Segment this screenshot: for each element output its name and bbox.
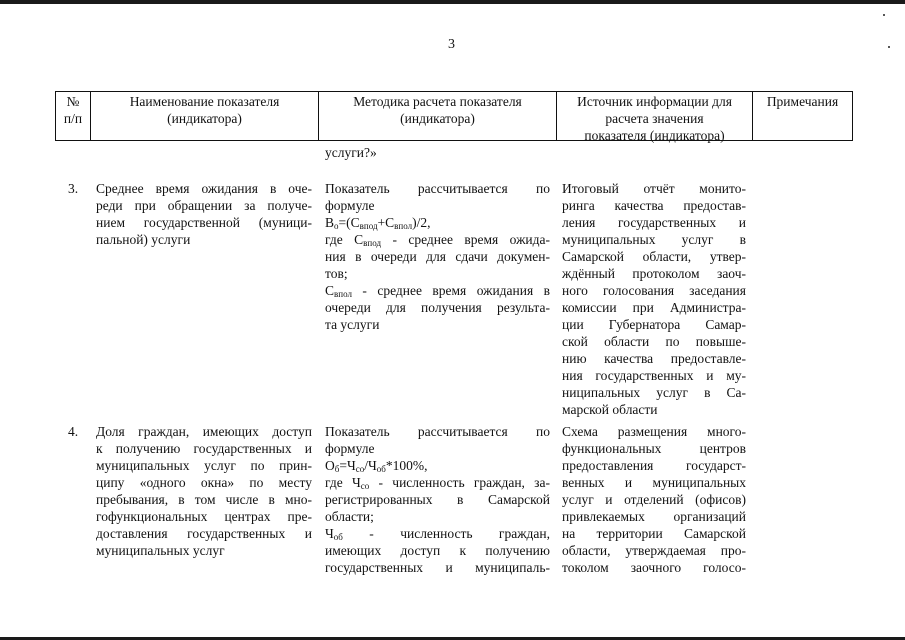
text-line: ния в очереди для сдачи докумен- (325, 249, 550, 264)
text-line: ждённый протоколом заоч- (562, 266, 746, 281)
text-line: ципу «одного окна» по месту (96, 475, 312, 490)
text-line: Показатель рассчитывается по (325, 181, 550, 196)
text-part: Ч (325, 526, 334, 541)
header-source (556, 91, 752, 141)
text-line: ринга качества предостав- (562, 198, 746, 213)
text-line: на территории Самарской (562, 526, 746, 541)
text-line: венных и муниципальных (562, 475, 746, 490)
header-name-line: Наименование показателя (129, 94, 280, 109)
header-source-line: расчета значения (605, 111, 704, 126)
formula-part: =(С (338, 215, 360, 230)
text-line: ния государственных и му- (562, 368, 746, 383)
scan-speck (883, 14, 885, 16)
text-line: Показатель рассчитывается по (325, 424, 550, 439)
formula-part: /Ч (364, 458, 377, 473)
text-line: муниципальных услуг в (562, 232, 746, 247)
scan-border-top (0, 0, 905, 4)
header-method-line: (индикатора) (400, 111, 475, 126)
text-line (325, 474, 550, 491)
text-part: - численность граждан, за- (369, 475, 551, 490)
text-line: муниципальных услуг по прин- (96, 458, 312, 473)
text-line: Схема размещения много- (562, 424, 746, 439)
formula-subscript: со (355, 464, 365, 474)
header-source-line: Источник информации для (577, 94, 732, 109)
text-line: реди при обращении за получе- (96, 198, 312, 213)
header-number-line: п/п (63, 111, 83, 126)
formula-subscript: впод (359, 221, 378, 231)
formula-subscript: впод (363, 238, 382, 248)
text-line: области, утверждаемая про- (562, 543, 746, 558)
formula-subscript: со (360, 481, 370, 491)
text-line: тов; (325, 266, 348, 281)
header-method-line: Методика расчета показателя (353, 94, 522, 109)
header-number-line: № (66, 94, 80, 109)
text-line: имеющих доступ к получению (325, 543, 550, 558)
text-line: ции Губернатора Самар- (562, 317, 746, 332)
text-line: пальной) услуги (96, 232, 191, 247)
row-source (562, 180, 746, 418)
text-line: токолом заочного голосо- (562, 560, 746, 575)
formula-part: =Ч (339, 458, 356, 473)
row-source (562, 423, 746, 576)
header-method (318, 91, 556, 141)
formula-part: О (325, 458, 335, 473)
text-line: формуле (325, 198, 375, 213)
formula-subscript: об (333, 532, 343, 542)
formula-part: +С (377, 215, 395, 230)
text-line: ской области по повыше- (562, 334, 746, 349)
text-line: ниципальных услуг в Са- (562, 385, 746, 400)
text-part: - численность граждан, (342, 526, 550, 541)
text-line: к получению государственных и (96, 441, 312, 456)
text-line (325, 231, 550, 248)
row-indicator-name (96, 180, 312, 248)
text-line: муниципальных услуг (96, 543, 225, 558)
row-indicator-name (96, 423, 312, 559)
text-line: ления государственных и (562, 215, 746, 230)
header-name-line: (индикатора) (167, 111, 242, 126)
row-number: 4. (68, 424, 79, 439)
header-source-line: показателя (индикатора) (584, 128, 725, 143)
formula-subscript: впол (334, 289, 352, 299)
text-part: где С (325, 232, 364, 247)
text-line: государственных и муниципаль- (325, 560, 550, 575)
text-part: - среднее время ожида- (381, 232, 550, 247)
text-line: предоставления государст- (562, 458, 746, 473)
formula-subscript: о (334, 221, 339, 231)
text-line: доставления государственных и (96, 526, 312, 541)
text-line: очереди для получения результа- (325, 300, 550, 315)
continuation-text: услуги?» (325, 145, 377, 160)
text-line: Самарской области, утвер- (562, 249, 746, 264)
text-line: нию качества предоставле- (562, 351, 746, 366)
formula (325, 214, 550, 231)
text-line: комиссии при Администра- (562, 300, 746, 315)
text-line: услуг и отделений (офисов) (562, 492, 746, 507)
text-line: функциональных центров (562, 441, 746, 456)
formula-subscript: об (376, 464, 386, 474)
page-number: 3 (448, 37, 455, 52)
header-notes-line: Примечания (766, 94, 839, 109)
text-line (325, 525, 550, 542)
row-method (325, 423, 550, 576)
text-part: - среднее время ожидания в (351, 283, 550, 298)
text-line: гофункциональных центрах пре- (96, 509, 312, 524)
header-indicator-name (90, 91, 318, 141)
formula-part: В (325, 215, 335, 230)
row-number: 3. (68, 181, 79, 196)
text-line: Среднее время ожидания в оче- (96, 181, 312, 196)
text-line: та услуги (325, 317, 380, 332)
text-line: Доля граждан, имеющих доступ (96, 424, 312, 439)
text-line: Итоговый отчёт монито- (562, 181, 746, 196)
formula (325, 457, 550, 474)
row-method (325, 180, 550, 333)
scan-speck (888, 46, 890, 48)
text-line: области; (325, 509, 374, 524)
text-line: марской области (562, 402, 658, 417)
formula-part: *100%, (385, 458, 428, 473)
header-notes (752, 91, 853, 141)
text-part: С (325, 283, 335, 298)
header-number (55, 91, 90, 141)
formula-subscript: б (334, 464, 340, 474)
formula-part: )/2, (412, 215, 431, 230)
text-line: формуле (325, 441, 375, 456)
text-line: нием государственной (муници- (96, 215, 312, 230)
text-line: пребывания, в том числе в мно- (96, 492, 312, 507)
formula-subscript: впол (394, 221, 413, 231)
text-line: ного голосования заседания (562, 283, 746, 298)
text-line: привлекаемых организаций (562, 509, 746, 524)
text-line: регистрированных в Самарской (325, 492, 550, 507)
text-part: где Ч (325, 475, 361, 490)
text-line (325, 282, 550, 299)
